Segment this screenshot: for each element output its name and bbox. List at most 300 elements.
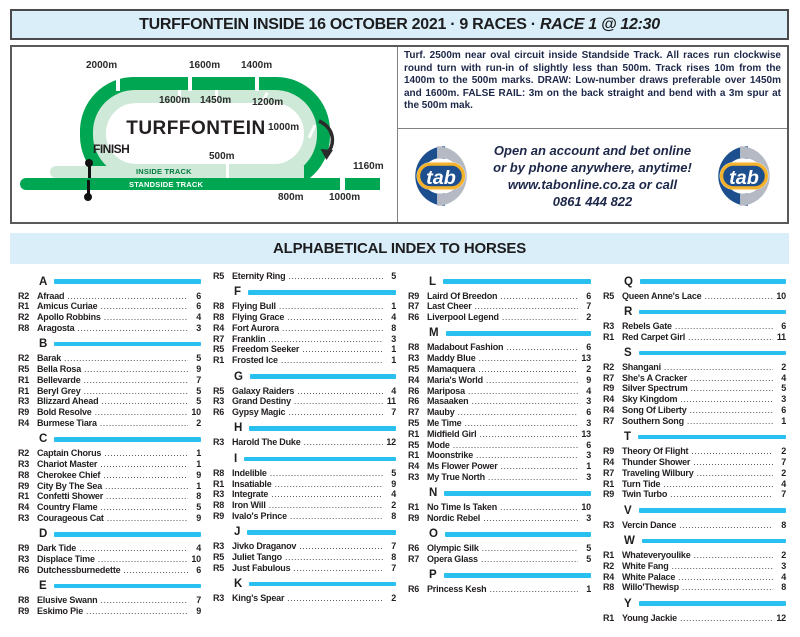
horse-name: Just Fabulous .....: [232, 563, 383, 574]
horse-name: Confetti Shower .....: [37, 491, 188, 502]
index-entry: [603, 613, 786, 624]
letter-divider-bar: [244, 457, 396, 462]
index-entry: [18, 312, 201, 323]
saddle-number: 12: [776, 612, 786, 623]
race-number: R3: [408, 353, 420, 364]
race-number: R5: [213, 344, 225, 355]
index-entry: [408, 543, 591, 554]
index-letter-header: [603, 306, 786, 318]
index-column: [603, 271, 786, 623]
saddle-number: 5: [586, 554, 591, 565]
horse-name: Eternity Ring .....: [232, 271, 383, 282]
saddle-number: 10: [191, 407, 201, 418]
index-entry: [213, 323, 396, 334]
index-letter-header: [18, 528, 201, 540]
horse-name: Bold Resolve .....: [37, 407, 188, 418]
race-number: R8: [18, 595, 30, 606]
saddle-number: 7: [391, 541, 396, 552]
race-number: R1: [18, 374, 30, 385]
tab-advert-text: [474, 142, 711, 210]
saddle-number: 7: [391, 562, 396, 573]
race-number: R7: [408, 301, 420, 312]
svg-text:tab: tab: [729, 166, 759, 189]
index-entry: [18, 301, 201, 312]
index-letter-header: [213, 371, 396, 383]
index-entry: [18, 565, 201, 576]
index-entry: [18, 481, 201, 492]
race-number: R5: [213, 271, 225, 281]
saddle-number: 9: [196, 469, 201, 480]
saddle-number: 7: [196, 374, 201, 385]
saddle-number: 9: [586, 374, 591, 385]
race-number: R5: [603, 290, 615, 301]
saddle-number: 5: [196, 502, 201, 513]
horse-name: Flying Bull .....: [232, 301, 383, 312]
horse-name: Afraad .....: [37, 291, 188, 302]
race-number: R3: [603, 519, 615, 530]
horse-name: Rebels Gate .....: [622, 321, 773, 332]
index-letter-header: [213, 422, 396, 434]
saddle-number: 1: [586, 584, 591, 595]
index-entry: [408, 407, 591, 418]
index-letter: T: [624, 431, 632, 444]
alphabetical-index: [18, 271, 786, 623]
mark-1450m: 1450m: [200, 95, 232, 106]
index-letter-header: [408, 327, 591, 339]
horse-name: Me Time .....: [427, 418, 578, 429]
index-letter: W: [624, 534, 635, 547]
horse-name: Queen Anne's Lace .....: [622, 291, 773, 302]
saddle-number: 6: [781, 320, 786, 331]
index-entry: [18, 595, 201, 606]
horse-name: Moonstrike .....: [427, 450, 578, 461]
index-entry: [18, 418, 201, 429]
index-entry: [408, 375, 591, 386]
saddle-number: 10: [776, 290, 786, 301]
index-entry: [18, 543, 201, 554]
race-number: R3: [213, 489, 225, 500]
race-number: R1: [408, 450, 420, 461]
index-entry: [603, 332, 786, 343]
race-number: R5: [408, 363, 420, 374]
index-entry: [213, 312, 396, 323]
index-entry: [213, 386, 396, 397]
index-entry: [603, 373, 786, 384]
race-number: R5: [213, 385, 225, 396]
index-entry: [603, 572, 786, 583]
saddle-number: 6: [586, 439, 591, 450]
horse-name: Insatiable .....: [232, 479, 383, 490]
index-letter-header: [603, 276, 786, 288]
horse-name: Iron Will .....: [232, 500, 383, 511]
race-number: R6: [408, 312, 420, 323]
race-number: R4: [603, 394, 615, 405]
mark-1000m-chute: 1000m: [329, 192, 361, 203]
saddle-number: 1: [196, 480, 201, 491]
index-entry: [18, 606, 201, 617]
horse-name: My True North .....: [427, 472, 578, 483]
horse-name: Flying Grace .....: [232, 312, 383, 323]
race-number: R5: [213, 562, 225, 573]
saddle-number: 8: [781, 519, 786, 530]
saddle-number: 3: [586, 396, 591, 407]
horse-name: Courageous Cat .....: [37, 513, 188, 524]
index-entry: [18, 364, 201, 375]
race-number: R3: [408, 471, 420, 482]
saddle-number: 6: [586, 290, 591, 301]
race-number: R4: [408, 374, 420, 385]
index-letter-header: [213, 526, 396, 538]
index-entry: [603, 446, 786, 457]
saddle-number: 13: [581, 353, 591, 364]
horse-name: Twin Turbo .....: [622, 489, 773, 500]
saddle-number: 2: [781, 446, 786, 457]
saddle-number: 3: [586, 417, 591, 428]
horse-name: Jivko Draganov .....: [232, 541, 383, 552]
index-letter: F: [234, 286, 242, 299]
saddle-number: 3: [586, 471, 591, 482]
mark-1160m: 1160m: [353, 161, 384, 172]
finish-post-marker: [85, 159, 93, 167]
index-letter: K: [234, 578, 243, 591]
index-letter: D: [39, 528, 48, 541]
horse-name: Last Cheer .....: [427, 301, 578, 312]
saddle-number: 1: [196, 459, 201, 470]
index-entry: [408, 291, 591, 302]
horse-name: Eskimo Pie .....: [37, 606, 188, 617]
index-letter: Q: [624, 275, 633, 288]
index-entry: [213, 301, 396, 312]
horse-name: Silver Spectrum .....: [622, 383, 773, 394]
horse-name: Fort Aurora .....: [232, 323, 383, 334]
index-entry: [213, 355, 396, 366]
saddle-number: 2: [391, 500, 396, 511]
index-entry: [603, 561, 786, 572]
letter-divider-bar: [54, 342, 201, 347]
horse-name: Vercin Dance .....: [622, 520, 773, 531]
index-entry: [213, 271, 396, 282]
race-number: R1: [408, 428, 420, 439]
horse-name: Gypsy Magic .....: [232, 407, 383, 418]
horse-name: Mamaquera .....: [427, 364, 578, 375]
index-letter-header: [18, 338, 201, 350]
track-description-box: [398, 47, 787, 129]
letter-divider-bar: [639, 508, 786, 513]
race-number: R4: [18, 502, 30, 513]
finish-label: FINISH: [93, 142, 130, 156]
race-number: R1: [603, 549, 615, 560]
horse-name: Integrate .....: [232, 489, 383, 500]
mark-1400m: 1400m: [241, 60, 273, 71]
horse-name: Theory Of Flight .....: [622, 446, 773, 457]
saddle-number: 1: [781, 415, 786, 426]
index-entry: [213, 344, 396, 355]
index-entry: [213, 511, 396, 522]
index-letter-header: [18, 433, 201, 445]
index-letter-header: [18, 276, 201, 288]
track-description-text: Turf. 2500m near oval circuit inside Standside Track. All races run clockwise round turn with run-in of slightly less than 500m. Track rises 10m from the 1400m to the 500m marks. DRAW: Low-number draws preferable over 1450m and 1600m. FALSE RAIL: 3m on the back straight and bend with a 3m spur at the 500m mak.: [404, 50, 781, 112]
race-number: R8: [213, 301, 225, 312]
index-entry: [408, 301, 591, 312]
track-diagram: [12, 47, 398, 222]
horse-name: Bella Rosa .....: [37, 364, 188, 375]
meeting-title: TURFFONTEIN INSIDE 16 OCTOBER 2021 · 9 RACES · RACE 1 @ 12:30: [139, 15, 660, 33]
index-entry: [408, 584, 591, 595]
index-entry: [603, 405, 786, 416]
saddle-number: 5: [196, 385, 201, 396]
index-letter: V: [624, 504, 632, 517]
race-number: R8: [408, 342, 420, 353]
index-entry: [213, 407, 396, 418]
index-letter: P: [429, 569, 437, 582]
race-number: R9: [603, 446, 615, 457]
race-number: R4: [603, 405, 615, 416]
horse-name: Ms Flower Power .....: [427, 461, 578, 472]
index-letter: I: [234, 452, 238, 465]
race-number: R4: [18, 417, 30, 428]
tab-logo-icon: [408, 143, 474, 209]
index-entry: [18, 502, 201, 513]
race-number: R9: [603, 489, 615, 500]
race-number: R8: [603, 582, 615, 593]
saddle-number: 3: [781, 560, 786, 571]
index-entry: [408, 450, 591, 461]
race-number: R2: [603, 361, 615, 372]
race-number: R2: [18, 353, 30, 364]
horse-name: Elusive Swann .....: [37, 595, 188, 606]
race-number: R6: [408, 543, 420, 554]
index-entry: [603, 394, 786, 405]
horse-name: Cherokee Chief .....: [37, 470, 188, 481]
saddle-number: 6: [196, 301, 201, 312]
index-letter-header: [408, 528, 591, 540]
index-letter-header: [408, 487, 591, 499]
index-entry: [18, 386, 201, 397]
race-number: R9: [603, 383, 615, 394]
saddle-number: 4: [391, 385, 396, 396]
race-number: R8: [213, 500, 225, 511]
letter-divider-bar: [642, 539, 786, 544]
index-entry: [18, 491, 201, 502]
saddle-number: 5: [586, 543, 591, 554]
saddle-number: 12: [386, 437, 396, 448]
horse-name: King's Spear .....: [232, 593, 383, 604]
race-number: R9: [408, 290, 420, 301]
index-entry: [213, 563, 396, 574]
index-letter: B: [39, 338, 48, 351]
race-number: R1: [18, 301, 30, 312]
index-entry: [18, 459, 201, 470]
index-entry: [213, 334, 396, 345]
tab-logo-icon: [711, 143, 777, 209]
index-entry: [213, 489, 396, 500]
race-number: R3: [18, 554, 30, 565]
race-number: R3: [18, 459, 30, 470]
horse-name: Young Jackie .....: [622, 613, 773, 624]
horse-name: Red Carpet Girl .....: [622, 332, 773, 343]
index-letter-header: [603, 505, 786, 517]
index-letter: O: [429, 528, 438, 541]
index-entry: [603, 383, 786, 394]
race-number: R1: [18, 385, 30, 396]
race-number: R3: [603, 320, 615, 331]
race-number: R1: [213, 478, 225, 489]
saddle-number: 1: [196, 448, 201, 459]
race-number: R7: [213, 333, 225, 344]
track-distance-mark: [116, 77, 120, 91]
index-column: [18, 271, 201, 623]
race-number: R1: [603, 478, 615, 489]
letter-divider-bar: [54, 437, 201, 442]
horse-name: Barak .....: [37, 353, 188, 364]
svg-text:tab: tab: [426, 166, 456, 189]
clockwise-direction-arrow-icon: [314, 119, 340, 161]
index-entry: [603, 489, 786, 500]
index-entry: [603, 362, 786, 373]
saddle-number: 3: [586, 513, 591, 524]
chute-segment: [345, 178, 380, 190]
index-letter: Y: [624, 597, 632, 610]
horse-name: Liverpool Legend .....: [427, 312, 578, 323]
horse-name: Laird Of Breedon .....: [427, 291, 578, 302]
mark-500m: 500m: [209, 151, 235, 162]
letter-divider-bar: [639, 351, 786, 356]
mark-1000m-inner: 1000m: [268, 122, 300, 133]
index-entry: [408, 554, 591, 565]
horse-name: City By The Sea .....: [37, 481, 188, 492]
race-number: R6: [18, 564, 30, 575]
index-letter-header: [603, 431, 786, 443]
race-number: R6: [408, 385, 420, 396]
letter-divider-bar: [248, 290, 396, 295]
horse-name: Olympic Silk .....: [427, 543, 578, 554]
index-entry: [18, 291, 201, 302]
index-letter: H: [234, 422, 243, 435]
saddle-number: 13: [581, 428, 591, 439]
saddle-number: 8: [781, 582, 786, 593]
index-entry: [603, 291, 786, 302]
horse-name: Midfield Girl .....: [427, 429, 578, 440]
horse-name: Freedom Seeker .....: [232, 344, 383, 355]
race-number: R9: [18, 407, 30, 418]
index-entry: [603, 321, 786, 332]
horse-name: Willo'Thewisp .....: [622, 582, 773, 593]
horse-name: Displace Time .....: [37, 554, 188, 565]
index-entry: [18, 407, 201, 418]
index-entry: [18, 554, 201, 565]
letter-divider-bar: [639, 310, 786, 315]
saddle-number: 4: [196, 543, 201, 554]
horse-name: She's A Cracker .....: [622, 373, 773, 384]
index-letter-header: [18, 580, 201, 592]
horse-name: Harold The Duke .....: [232, 437, 383, 448]
race-number: R2: [18, 312, 30, 323]
race-number: R3: [18, 513, 30, 524]
letter-divider-bar: [247, 530, 396, 535]
horse-name: Madabout Fashion .....: [427, 342, 578, 353]
race-number: R5: [408, 417, 420, 428]
index-entry: [408, 502, 591, 513]
saddle-number: 11: [776, 331, 786, 342]
index-entry: [18, 323, 201, 334]
index-entry: [213, 500, 396, 511]
letter-divider-bar: [444, 573, 591, 578]
index-entry: [603, 468, 786, 479]
index-entry: [603, 416, 786, 427]
saddle-number: 5: [196, 396, 201, 407]
race-number: R4: [603, 571, 615, 582]
saddle-number: 11: [386, 396, 396, 407]
race-number: R5: [408, 439, 420, 450]
index-letter: N: [429, 487, 438, 500]
race-number: R4: [213, 322, 225, 333]
saddle-number: 6: [196, 290, 201, 301]
index-title: ALPHABETICAL INDEX TO HORSES: [272, 240, 527, 257]
race-number: R1: [18, 491, 30, 502]
index-letter-header: [603, 598, 786, 610]
index-letter-header: [408, 276, 591, 288]
index-letter: C: [39, 433, 48, 446]
index-entry: [18, 448, 201, 459]
race-number: R2: [18, 448, 30, 459]
index-entry: [213, 468, 396, 479]
horse-name: Indelible .....: [232, 468, 383, 479]
horse-name: Franklin .....: [232, 334, 383, 345]
horse-name: Burmese Tiara .....: [37, 418, 188, 429]
horse-name: Shangani .....: [622, 362, 773, 373]
index-entry: [408, 429, 591, 440]
race-number: R3: [213, 437, 225, 448]
race-number: R3: [18, 396, 30, 407]
horse-name: Turn Tide .....: [622, 479, 773, 490]
letter-divider-bar: [250, 374, 396, 379]
index-entry: [408, 396, 591, 407]
race-number: R1: [603, 612, 615, 623]
saddle-number: 5: [391, 467, 396, 478]
saddle-number: 6: [586, 407, 591, 418]
index-letter-header: [603, 347, 786, 359]
index-entry: [603, 479, 786, 490]
saddle-number: 10: [191, 554, 201, 565]
race-number: R5: [213, 552, 225, 563]
index-letter: A: [39, 275, 48, 288]
index-letter: G: [234, 370, 243, 383]
saddle-number: 1: [391, 301, 396, 312]
saddle-number: 1: [586, 461, 591, 472]
horse-name: Juliet Tango .....: [232, 552, 383, 563]
index-entry: [18, 513, 201, 524]
saddle-number: 10: [581, 502, 591, 513]
index-letter: S: [624, 346, 632, 359]
race-number: R9: [213, 510, 225, 521]
race-number: R8: [213, 467, 225, 478]
horse-name: Thunder Shower .....: [622, 457, 773, 468]
letter-divider-bar: [640, 279, 786, 284]
saddle-number: 1: [391, 344, 396, 355]
letter-divider-bar: [54, 532, 201, 537]
horse-name: Grand Destiny .....: [232, 396, 383, 407]
race-number: R9: [408, 513, 420, 524]
index-title-banner: [10, 233, 789, 264]
letter-divider-bar: [444, 491, 591, 496]
race-number: R5: [18, 363, 30, 374]
index-letter-header: [408, 569, 591, 581]
saddle-number: 7: [196, 595, 201, 606]
race-number: R2: [18, 290, 30, 301]
saddle-number: 2: [781, 361, 786, 372]
race-number: R1: [213, 355, 225, 366]
horse-name: Ivalo's Prince .....: [232, 511, 383, 522]
